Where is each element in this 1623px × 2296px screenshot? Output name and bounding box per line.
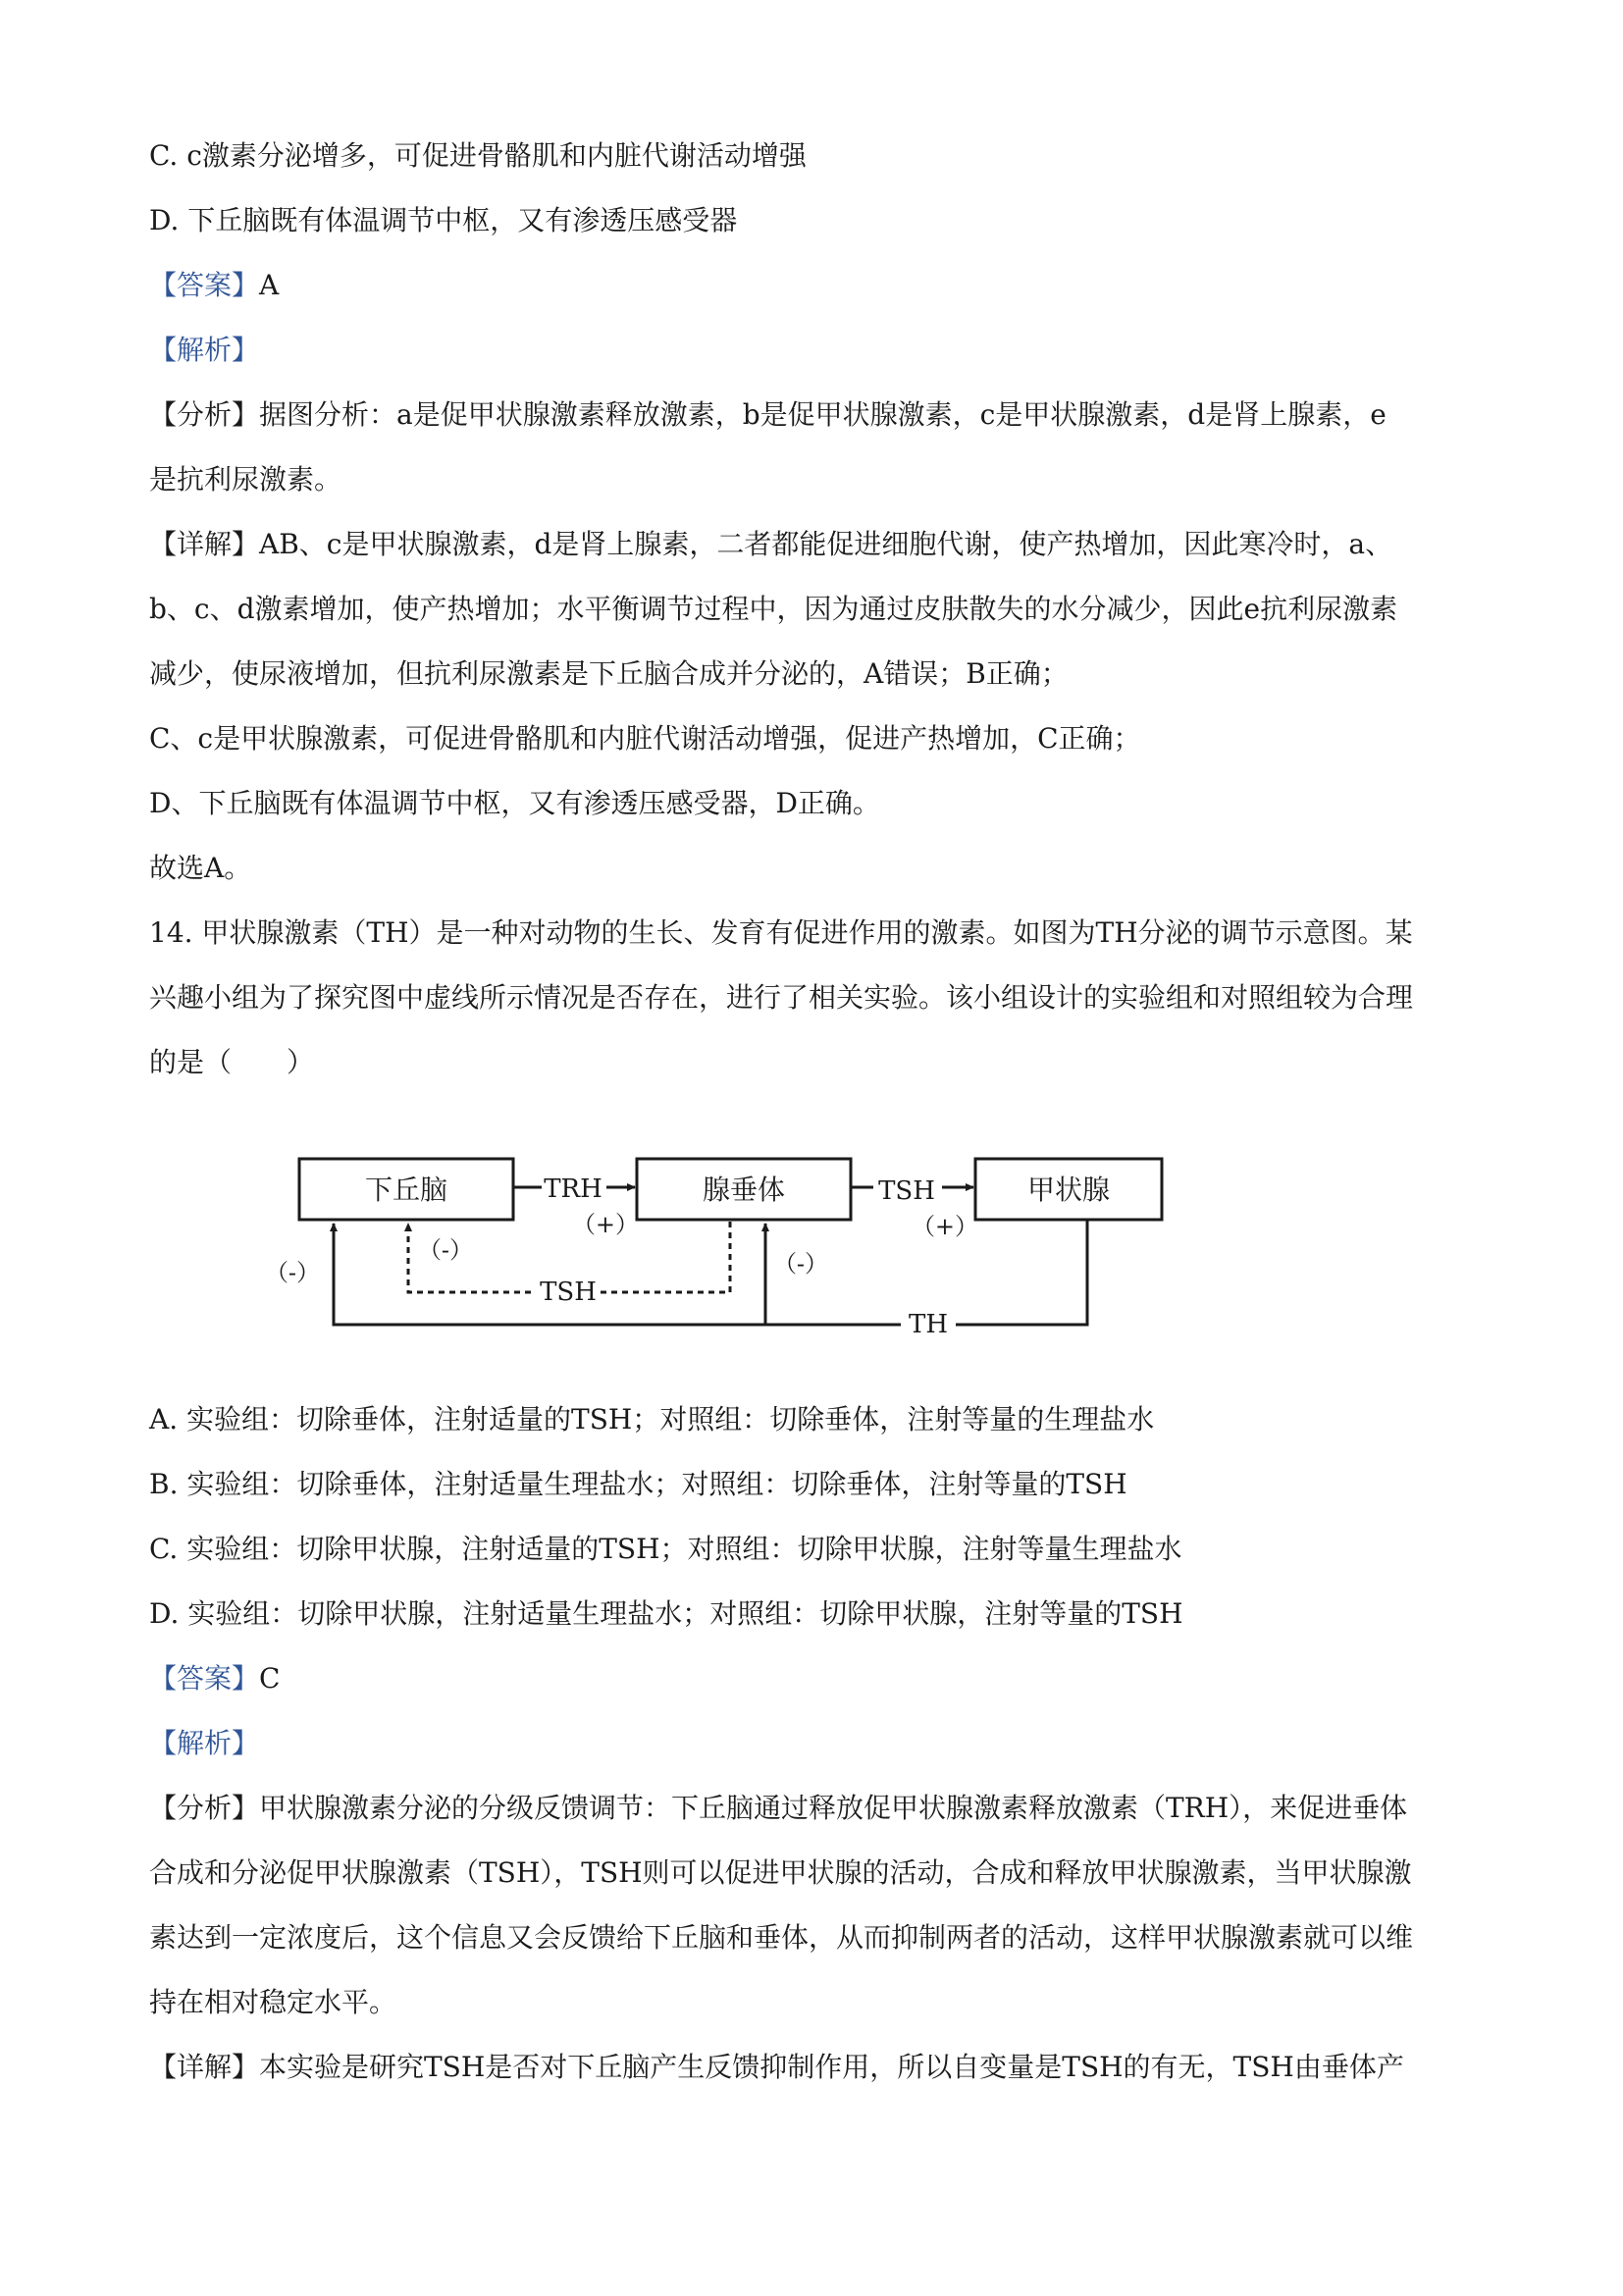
hypothalamus-label: 下丘脑 bbox=[364, 1174, 448, 1206]
answer-tag: 【答案】 bbox=[149, 1662, 260, 1695]
detail-text-5: D、下丘脑既有体温调节中枢，又有渗透压感受器，D正确。 bbox=[149, 787, 880, 819]
question-14-line-2: 兴趣小组为了探究图中虚线所示情况是否存在，进行了相关实验。该小组设计的实验组和对照组较为合理 bbox=[149, 981, 1414, 1014]
question-14-line-1: 14. 甲状腺激素（TH）是一种对动物的生长、发育有促进作用的激素。如图为TH分泌的调节示意图。某 bbox=[149, 916, 1413, 949]
detail-text-4: C、c是甲状腺激素，可促进骨骼肌和内脏代谢活动增强，促进产热增加，C正确； bbox=[149, 722, 1141, 755]
tsh-arrow-label: TSH bbox=[878, 1176, 935, 1206]
trh-plus-label: （+） bbox=[571, 1211, 640, 1238]
analysis-text-q14-4: 持在相对稳定水平。 bbox=[149, 1986, 397, 2018]
option-c-q13: C. c激素分泌增多，可促进骨骼肌和内脏代谢活动增强 bbox=[149, 139, 807, 172]
answer-line-q14 bbox=[149, 1659, 1484, 1698]
th-minus-pituitary: （-） bbox=[772, 1250, 829, 1278]
conclusion-text: 故选A。 bbox=[149, 852, 252, 884]
question-14-line-3: 的是（ ） bbox=[149, 1046, 315, 1078]
trh-label: TRH bbox=[544, 1174, 602, 1204]
analysis-text-q14-1: 【分析】甲状腺激素分泌的分级反馈调节：下丘脑通过释放促甲状腺激素释放激素（TRH），来促进垂体 bbox=[149, 1792, 1408, 1824]
pituitary-label: 腺垂体 bbox=[702, 1174, 786, 1206]
detail-text-1: 【详解】AB、c是甲状腺激素，d是肾上腺素，二者都能促进细胞代谢，使产热增加，因此寒冷时，a、 bbox=[149, 528, 1393, 560]
detail-text-2: b、c、d激素增加，使产热增加；水平衡调节过程中，因为通过皮肤散失的水分减少，因此e抗利尿激素 bbox=[149, 593, 1398, 625]
analysis-tag: 【解析】 bbox=[149, 1727, 260, 1759]
option-c-q14: C. 实验组：切除甲状腺，注射适量的TSH；对照组：切除甲状腺，注射等量生理盐水 bbox=[149, 1533, 1182, 1565]
answer-tag: 【答案】 bbox=[149, 269, 260, 301]
option-a-q14: A. 实验组：切除垂体，注射适量的TSH；对照组：切除垂体，注射等量的生理盐水 bbox=[149, 1403, 1155, 1435]
analysis-text-q14-2: 合成和分泌促甲状腺激素（TSH），TSH则可以促进甲状腺的活动，合成和释放甲状腺激素，当甲状腺激 bbox=[149, 1856, 1412, 1889]
th-label: TH bbox=[908, 1310, 949, 1339]
tsh-dashed-minus: （-） bbox=[417, 1236, 474, 1264]
option-b-q14: B. 实验组：切除垂体，注射适量生理盐水；对照组：切除垂体，注射等量的TSH bbox=[149, 1468, 1127, 1500]
th-minus-hypothalamus: （-） bbox=[264, 1259, 321, 1286]
tsh-dashed-label: TSH bbox=[540, 1278, 597, 1307]
option-d-q14: D. 实验组：切除甲状腺，注射适量生理盐水；对照组：切除甲状腺，注射等量的TSH bbox=[149, 1597, 1183, 1630]
analysis-text-1: 【分析】据图分析：a是促甲状腺激素释放激素，b是促甲状腺激素，c是甲状腺激素，d是肾上腺素，e bbox=[149, 398, 1387, 431]
analysis-text-2: 是抗利尿激素。 bbox=[149, 463, 342, 496]
answer-value: A bbox=[259, 269, 280, 301]
analysis-text-q14-3: 素达到一定浓度后，这个信息又会反馈给下丘脑和垂体，从而抑制两者的活动，这样甲状腺激素就可以维 bbox=[149, 1921, 1414, 1954]
thyroid-label: 甲状腺 bbox=[1026, 1174, 1111, 1206]
analysis-tag: 【解析】 bbox=[149, 334, 260, 366]
detail-text-3: 减少，使尿液增加，但抗利尿激素是下丘脑合成并分泌的，A错误；B正确； bbox=[149, 657, 1069, 690]
detail-text-q14-1: 【详解】本实验是研究TSH是否对下丘脑产生反馈抑制作用，所以自变量是TSH的有无，TSH由垂体产 bbox=[149, 2051, 1404, 2083]
option-d-q13: D. 下丘脑既有体温调节中枢，又有渗透压感受器 bbox=[149, 204, 738, 236]
tsh-plus-label: （+） bbox=[911, 1213, 979, 1240]
answer-value: C bbox=[259, 1662, 281, 1695]
